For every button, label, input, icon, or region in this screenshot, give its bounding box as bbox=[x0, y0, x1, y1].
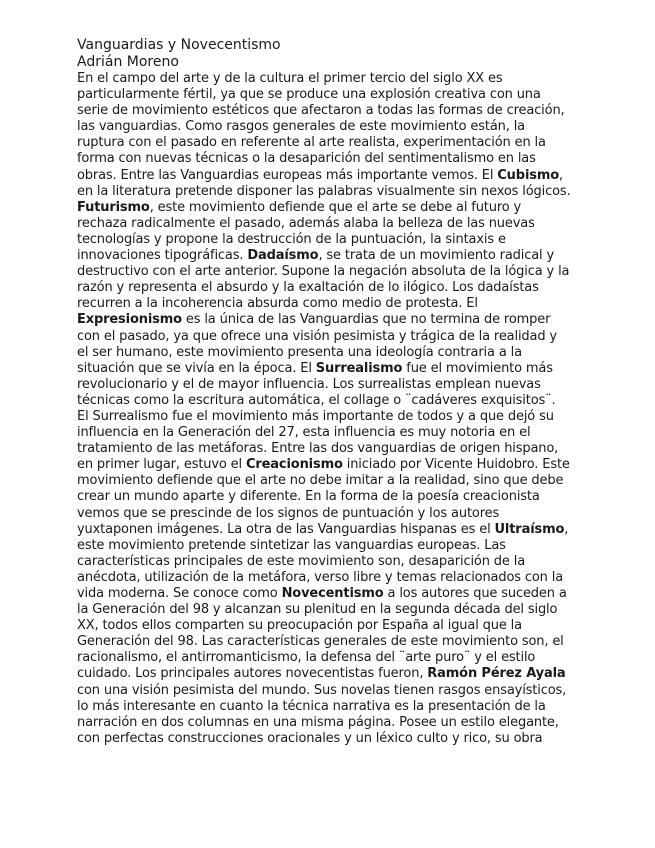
text-line bbox=[77, 409, 585, 425]
text-line bbox=[77, 135, 585, 151]
text-line bbox=[77, 87, 585, 103]
text-line bbox=[77, 570, 585, 586]
text-run: particularmente fértil, ya que se produce una explosión creativa con una bbox=[77, 87, 541, 103]
bold-term: Ultraísmo bbox=[494, 521, 565, 537]
text-line bbox=[77, 602, 585, 618]
text-line bbox=[77, 586, 585, 602]
bold-term: Creacionismo bbox=[245, 457, 343, 473]
text-run: a los autores que suceden a bbox=[383, 586, 567, 601]
text-run: recurren a la incoherencia absurda como medio de protesta. El bbox=[77, 296, 478, 312]
text-line bbox=[77, 345, 585, 361]
text-line bbox=[77, 473, 585, 489]
text-run: características principales de este movimiento son, desaparición de la bbox=[77, 553, 526, 569]
text-line bbox=[77, 538, 585, 554]
text-run: crear un mundo aparte y diferente. En la forma de la poesía creacionista bbox=[77, 489, 540, 505]
bold-term: Surrealismo bbox=[315, 360, 403, 376]
text-run: narración en dos columnas en una misma página. Posee un estilo elegante, bbox=[77, 714, 559, 730]
text-line bbox=[77, 425, 585, 441]
text-line bbox=[77, 715, 585, 731]
text-run: las vanguardias. Como rasgos generales de este movimiento están, la bbox=[77, 119, 525, 135]
text-run: Generación del 98. Las características generales de este movimiento son, el bbox=[77, 634, 564, 650]
text-run: , este movimiento defiende que el arte se debe al futuro y bbox=[149, 199, 522, 215]
text-run: , bbox=[564, 521, 569, 537]
text-run: este movimiento pretende sintetizar las vanguardias europeas. Las bbox=[77, 537, 506, 553]
text-run: forma con nuevas técnicas o la desaparición del sentimentalismo en las bbox=[77, 151, 536, 167]
text-run: en la literatura pretende disponer las palabras visualmente sin nexos lógicos. bbox=[77, 183, 571, 199]
text-line bbox=[77, 200, 585, 216]
text-line bbox=[77, 312, 585, 328]
bold-term: Cubismo bbox=[497, 167, 560, 183]
text-line bbox=[77, 634, 585, 650]
text-line bbox=[77, 264, 585, 280]
bold-term: Expresionismo bbox=[77, 312, 182, 328]
text-run: movimiento defiende que el arte no debe imitar a la realidad, sino que debe bbox=[77, 473, 564, 489]
text-run: es la única de las Vanguardias que no termina de romper bbox=[181, 312, 551, 328]
text-run: obras. Entre las Vanguardias europeas más importante vemos. El bbox=[77, 167, 498, 183]
text-run: ruptura con el pasado en referente al arte realista, experimentación en la bbox=[77, 135, 546, 151]
text-run: anécdota, utilización de la metáfora, verso libre y temas relacionados con la bbox=[77, 569, 564, 585]
text-line bbox=[77, 151, 585, 167]
document-author: Adrián Moreno bbox=[77, 54, 179, 70]
text-run: influencia en la Generación del 27, esta influencia es muy notoria en el bbox=[77, 425, 531, 441]
text-run: el ser humano, este movimiento presenta una ideología contraria a la bbox=[77, 344, 522, 360]
text-run: vida moderna. Se conoce como bbox=[77, 586, 282, 601]
text-line bbox=[77, 377, 585, 393]
text-run: la Generación del 98 y alcanzan su plenitud en la segunda década del siglo bbox=[77, 602, 558, 618]
text-run: con el pasado, ya que ofrece una visión pesimista y trágica de la realidad y bbox=[77, 328, 557, 344]
text-line bbox=[77, 103, 585, 119]
bold-term: Dadaísmo bbox=[247, 248, 319, 264]
body-paragraph bbox=[77, 71, 585, 747]
bold-term: Futurismo bbox=[77, 199, 150, 215]
text-run: , se trata de un movimiento radical y bbox=[318, 248, 555, 264]
text-line bbox=[77, 184, 585, 200]
text-line bbox=[77, 168, 585, 184]
text-line bbox=[77, 361, 585, 377]
text-run: racionalismo, el antirromanticismo, la defensa del ¨arte puro¨ y el estilo bbox=[77, 650, 536, 666]
text-run: revolucionario y el de mayor influencia. Los surrealistas emplean nuevas bbox=[77, 376, 541, 392]
text-run: técnicas como la escritura automática, el collage o ¨cadáveres exquisitos¨. bbox=[77, 392, 556, 408]
text-line bbox=[77, 554, 585, 570]
text-run: , bbox=[559, 167, 564, 183]
text-line bbox=[77, 522, 585, 538]
text-line bbox=[77, 731, 585, 747]
text-line bbox=[77, 618, 585, 634]
text-run: yuxtaponen imágenes. La otra de las Vanguardias hispanas es el bbox=[77, 521, 495, 537]
text-run: lo más interesante en cuanto la técnica narrativa es la presentación de la bbox=[77, 698, 546, 714]
text-line bbox=[77, 699, 585, 715]
text-run: vemos que se prescinde de los signos de puntuación y los autores bbox=[77, 505, 500, 521]
document-title: Vanguardias y Novecentismo bbox=[77, 37, 281, 53]
text-run: iniciado por Vicente Huidobro. Este bbox=[342, 457, 570, 473]
text-line bbox=[77, 393, 585, 409]
text-run: rechaza radicalmente el pasado, además alaba la belleza de las nuevas bbox=[77, 215, 535, 231]
text-run: En el campo del arte y de la cultura el primer tercio del siglo XX es bbox=[77, 71, 503, 86]
text-line bbox=[77, 489, 585, 505]
text-line bbox=[77, 232, 585, 248]
text-line bbox=[77, 71, 585, 87]
text-run: cuidado. Los principales autores novecentistas fueron, bbox=[77, 666, 428, 682]
text-line bbox=[77, 119, 585, 135]
text-run: con una visión pesimista del mundo. Sus novelas tienen rasgos ensayísticos, bbox=[77, 682, 567, 698]
text-run: tecnologías y propone la destrucción de la puntuación, la sintaxis e bbox=[77, 231, 506, 247]
text-line bbox=[77, 506, 585, 522]
text-line bbox=[77, 329, 585, 345]
text-run: serie de movimiento estéticos que afectaron a todas las formas de creación, bbox=[77, 103, 565, 119]
text-run: fue el movimiento más bbox=[402, 360, 553, 376]
text-run: situación que se vivía en la época. El bbox=[77, 360, 316, 376]
text-run: innovaciones tipográficas. bbox=[77, 248, 248, 264]
text-run: XX, todos ellos comparten su preocupación por España al igual que la bbox=[77, 618, 522, 634]
text-run: con perfectas construcciones oracionales y un léxico culto y rico, su obra bbox=[77, 730, 543, 746]
text-line bbox=[77, 650, 585, 666]
bold-term: Ramón Pérez Ayala bbox=[427, 666, 566, 682]
text-line bbox=[77, 216, 585, 232]
bold-term: Novecentismo bbox=[281, 586, 384, 601]
text-line bbox=[77, 280, 585, 296]
text-line bbox=[77, 457, 585, 473]
text-line bbox=[77, 296, 585, 312]
text-run: en primer lugar, estuvo el bbox=[77, 457, 246, 473]
text-run: destructivo con el arte anterior. Supone la negación absoluta de la lógica y la bbox=[77, 264, 570, 280]
text-line bbox=[77, 441, 585, 457]
text-line bbox=[77, 666, 585, 682]
text-run: El Surrealismo fue el movimiento más importante de todos y a que dejó su bbox=[77, 408, 554, 424]
text-run: razón y representa el absurdo y la exaltación de lo ilógico. Los dadaístas bbox=[77, 280, 539, 296]
text-line bbox=[77, 683, 585, 699]
document-page bbox=[77, 37, 585, 747]
text-line bbox=[77, 248, 585, 264]
text-run: tratamiento de las metáforas. Entre las dos vanguardias de origen hispano, bbox=[77, 441, 559, 457]
